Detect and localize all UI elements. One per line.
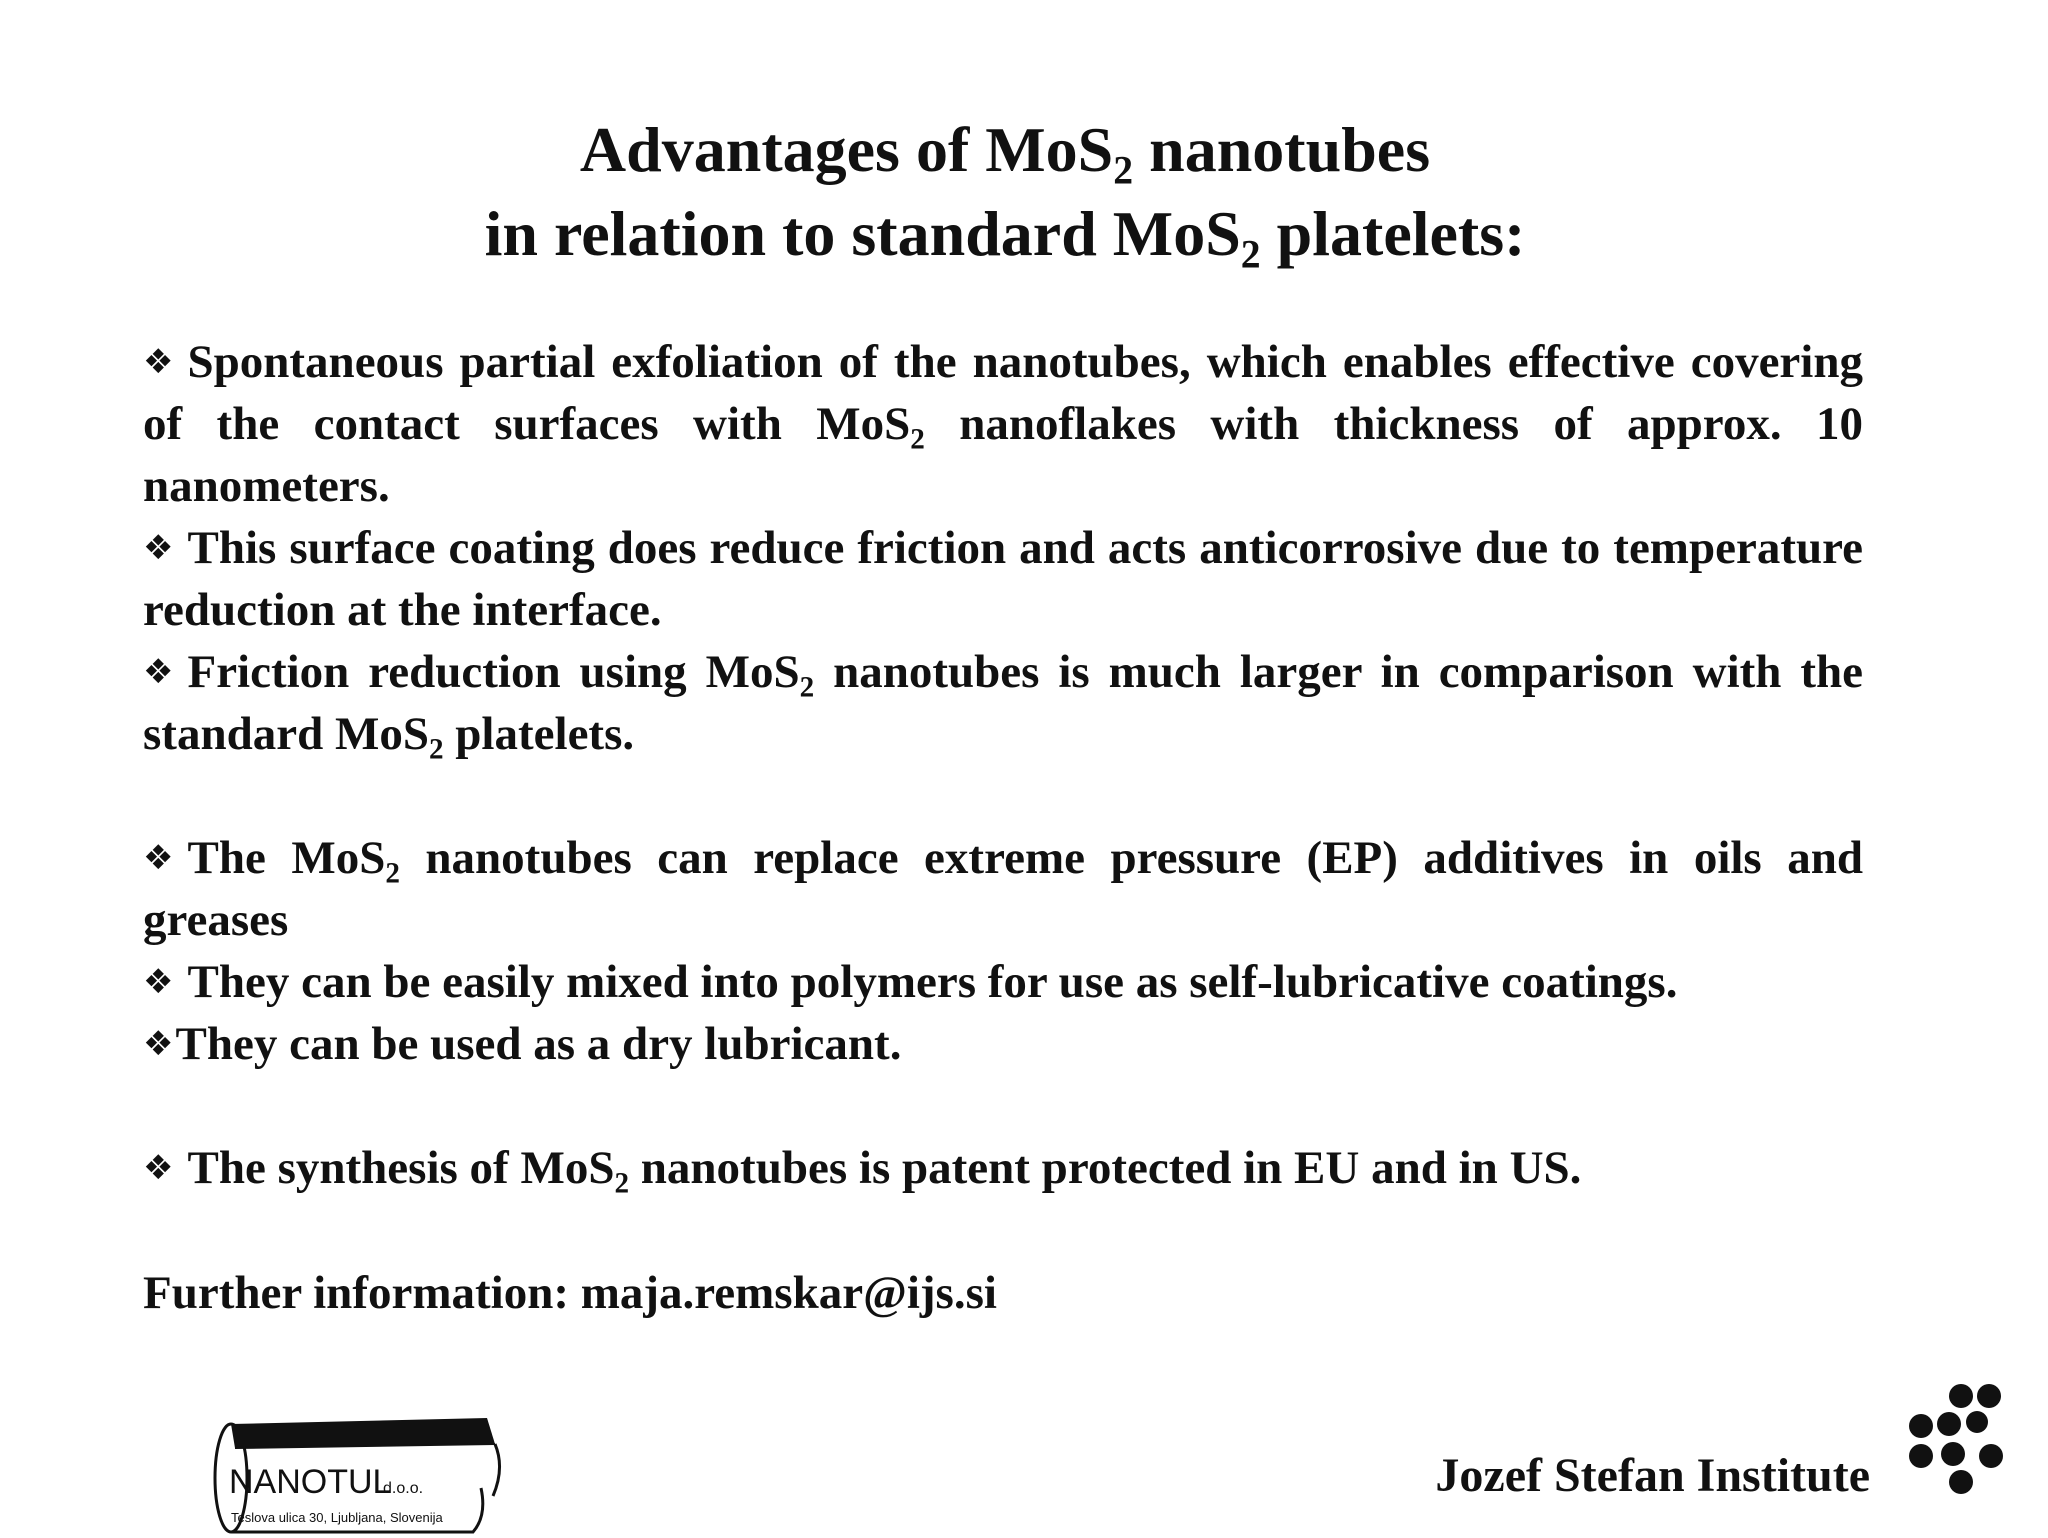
diamond-bullet-icon: ❖ — [143, 1024, 174, 1064]
further-information: Further information: maja.remskar@ijs.si — [143, 1267, 997, 1319]
nanotul-logo — [205, 1408, 505, 1538]
bullet-item: ❖They can be used as a dry lubricant. — [143, 1013, 1863, 1075]
spacer — [143, 765, 1863, 827]
ijs-dots-logo-icon — [1905, 1378, 2005, 1498]
bullet-list — [143, 331, 1863, 1199]
bullet-item: ❖ This surface coating does reduce friction and acts anticorrosive due to temperature reduction at the interface. — [143, 517, 1863, 641]
diamond-bullet-icon: ❖ — [143, 342, 174, 382]
title-line-1: Advantages of MoS$_2$ nanotubes — [579, 114, 1431, 193]
diamond-bullet-icon: ❖ — [143, 652, 174, 692]
diamond-bullet-icon: ❖ — [143, 528, 174, 568]
bullet-item: ❖ The synthesis of MoS$_2$ nanotubes is patent protected in EU and in US. — [143, 1137, 1863, 1199]
title-line-2: in relation to standard MoS$_2$ platelets: — [484, 198, 1526, 277]
nanotul-name: NANOTUL — [229, 1463, 392, 1501]
institute-name: Jozef Stefan Institute — [1435, 1449, 1870, 1502]
bullet-item: ❖ They can be easily mixed into polymers for use as self-lubricative coatings. — [143, 951, 1863, 1013]
diamond-bullet-icon: ❖ — [143, 962, 174, 1002]
nanotul-suffix: d.o.o. — [383, 1480, 424, 1497]
nanotul-address: Teslova ulica 30, Ljubljana, Slovenija — [231, 1510, 443, 1525]
diamond-bullet-icon: ❖ — [143, 1148, 174, 1188]
bullet-item: ❖ The MoS$_2$ nanotubes can replace extreme pressure (EP) additives in oils and greases — [143, 827, 1863, 951]
spacer — [143, 1075, 1863, 1137]
bullet-item: ❖ Friction reduction using MoS$_2$ nanotubes is much larger in comparison with the standard MoS$_2$ platelets. — [143, 641, 1863, 765]
diamond-bullet-icon: ❖ — [143, 838, 174, 878]
bullet-item: ❖ Spontaneous partial exfoliation of the nanotubes, which enables effective covering of the contact surfaces with MoS$_2$ nanoflakes with thickness of approx. 10 nanometers. — [143, 331, 1863, 517]
page-title — [0, 108, 2010, 276]
